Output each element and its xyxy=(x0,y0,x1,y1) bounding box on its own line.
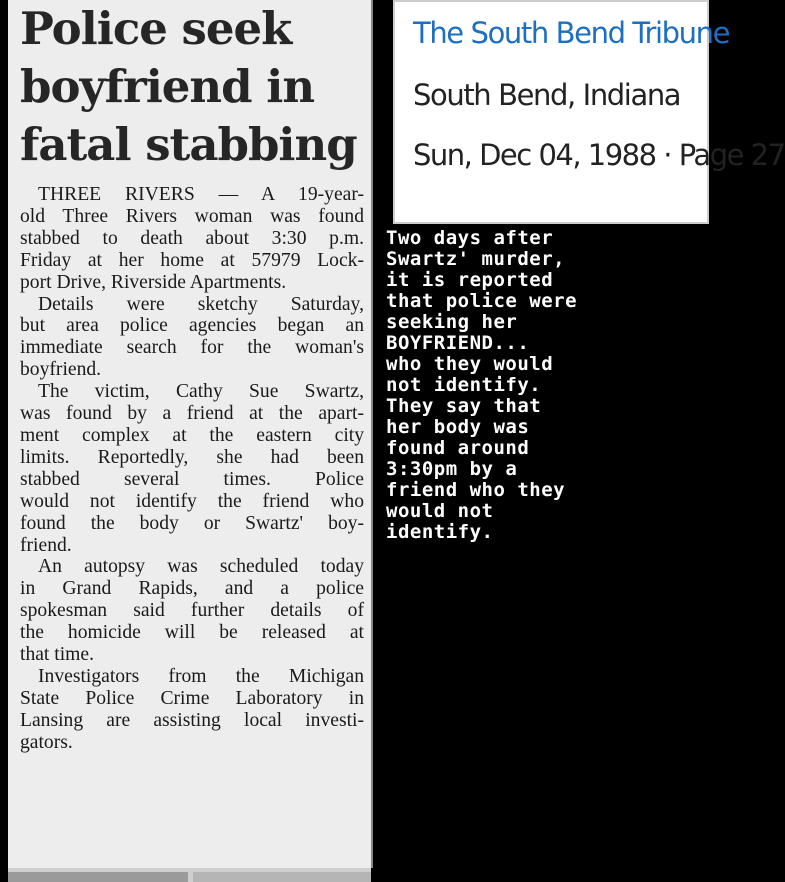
annotation-line: not identify. xyxy=(386,374,542,396)
annotation-line: identify. xyxy=(386,521,494,543)
annotation-line: would not xyxy=(386,500,494,522)
body-line: Lansing are assisting local investi- xyxy=(20,709,364,731)
body-line: State Police Crime Laboratory in xyxy=(20,687,364,709)
article-body xyxy=(20,184,364,754)
body-line: Investigators from the Michigan xyxy=(38,665,364,687)
body-line: in Grand Rapids, and a police xyxy=(20,578,364,600)
publication-date-page: Sun, Dec 04, 1988 · Page 27 xyxy=(413,138,785,172)
clipping-bottom-edge xyxy=(8,868,371,882)
body-line: boyfriend. xyxy=(20,359,102,381)
body-line: immediate search for the woman's xyxy=(20,337,364,359)
body-line: Friday at her home at 57979 Lock- xyxy=(20,249,364,271)
annotation-line: her body was xyxy=(386,416,530,438)
annotation-line: 3:30pm by a xyxy=(386,458,518,480)
headline-line: Police seek xyxy=(20,2,292,55)
article-headline xyxy=(8,0,370,174)
body-line: stabbed several times. Police xyxy=(20,468,364,490)
annotation-line: who they would xyxy=(386,353,554,375)
headline-line: fatal stabbing xyxy=(20,118,357,171)
body-line: old Three Rivers woman was found xyxy=(20,205,364,227)
publication-location: South Bend, Indiana xyxy=(413,78,681,112)
body-line: port Drive, Riverside Apartments. xyxy=(20,271,287,293)
body-line: friend. xyxy=(20,534,72,556)
annotation-text xyxy=(386,228,716,543)
body-line: would not identify the friend who xyxy=(20,490,364,512)
annotation-line: found around xyxy=(386,437,530,459)
body-line: gators. xyxy=(20,731,73,753)
annotation-line: BOYFRIEND... xyxy=(386,332,530,354)
body-line: that time. xyxy=(20,644,95,666)
cut-text-strip xyxy=(193,872,371,882)
body-line: was found by a friend at the apart- xyxy=(20,403,364,425)
body-line: spokesman said further details of xyxy=(20,600,364,622)
body-line: THREE RIVERS — A 19-year- xyxy=(38,184,364,205)
annotation-line: seeking her xyxy=(386,311,518,333)
publication-name: The South Bend Tribune xyxy=(413,16,730,50)
body-line: Details were sketchy Saturday, xyxy=(38,293,364,315)
body-line: found the body or Swartz' boy- xyxy=(20,512,364,534)
body-line: The victim, Cathy Sue Swartz, xyxy=(38,381,364,403)
body-line: limits. Reportedly, she had been xyxy=(20,446,364,468)
body-line: ment complex at the eastern city xyxy=(20,424,364,446)
body-line: but area police agencies began an xyxy=(20,315,364,337)
annotation-line: They say that xyxy=(386,395,542,417)
source-citation-box xyxy=(393,0,785,224)
annotation-line: Swartz' murder, xyxy=(386,248,566,270)
headline-line: boyfriend in xyxy=(20,60,315,113)
newspaper-clipping xyxy=(8,0,373,868)
cut-text-strip xyxy=(8,872,188,882)
annotation-line: it is reported xyxy=(386,269,554,291)
annotation-line: Two days after xyxy=(386,227,554,249)
body-line: An autopsy was scheduled today xyxy=(38,556,364,578)
annotation-line: that police were xyxy=(386,290,578,312)
body-line: the homicide will be released at xyxy=(20,622,364,644)
body-line: stabbed to death about 3:30 p.m. xyxy=(20,227,364,249)
annotation-line: friend who they xyxy=(386,479,566,501)
